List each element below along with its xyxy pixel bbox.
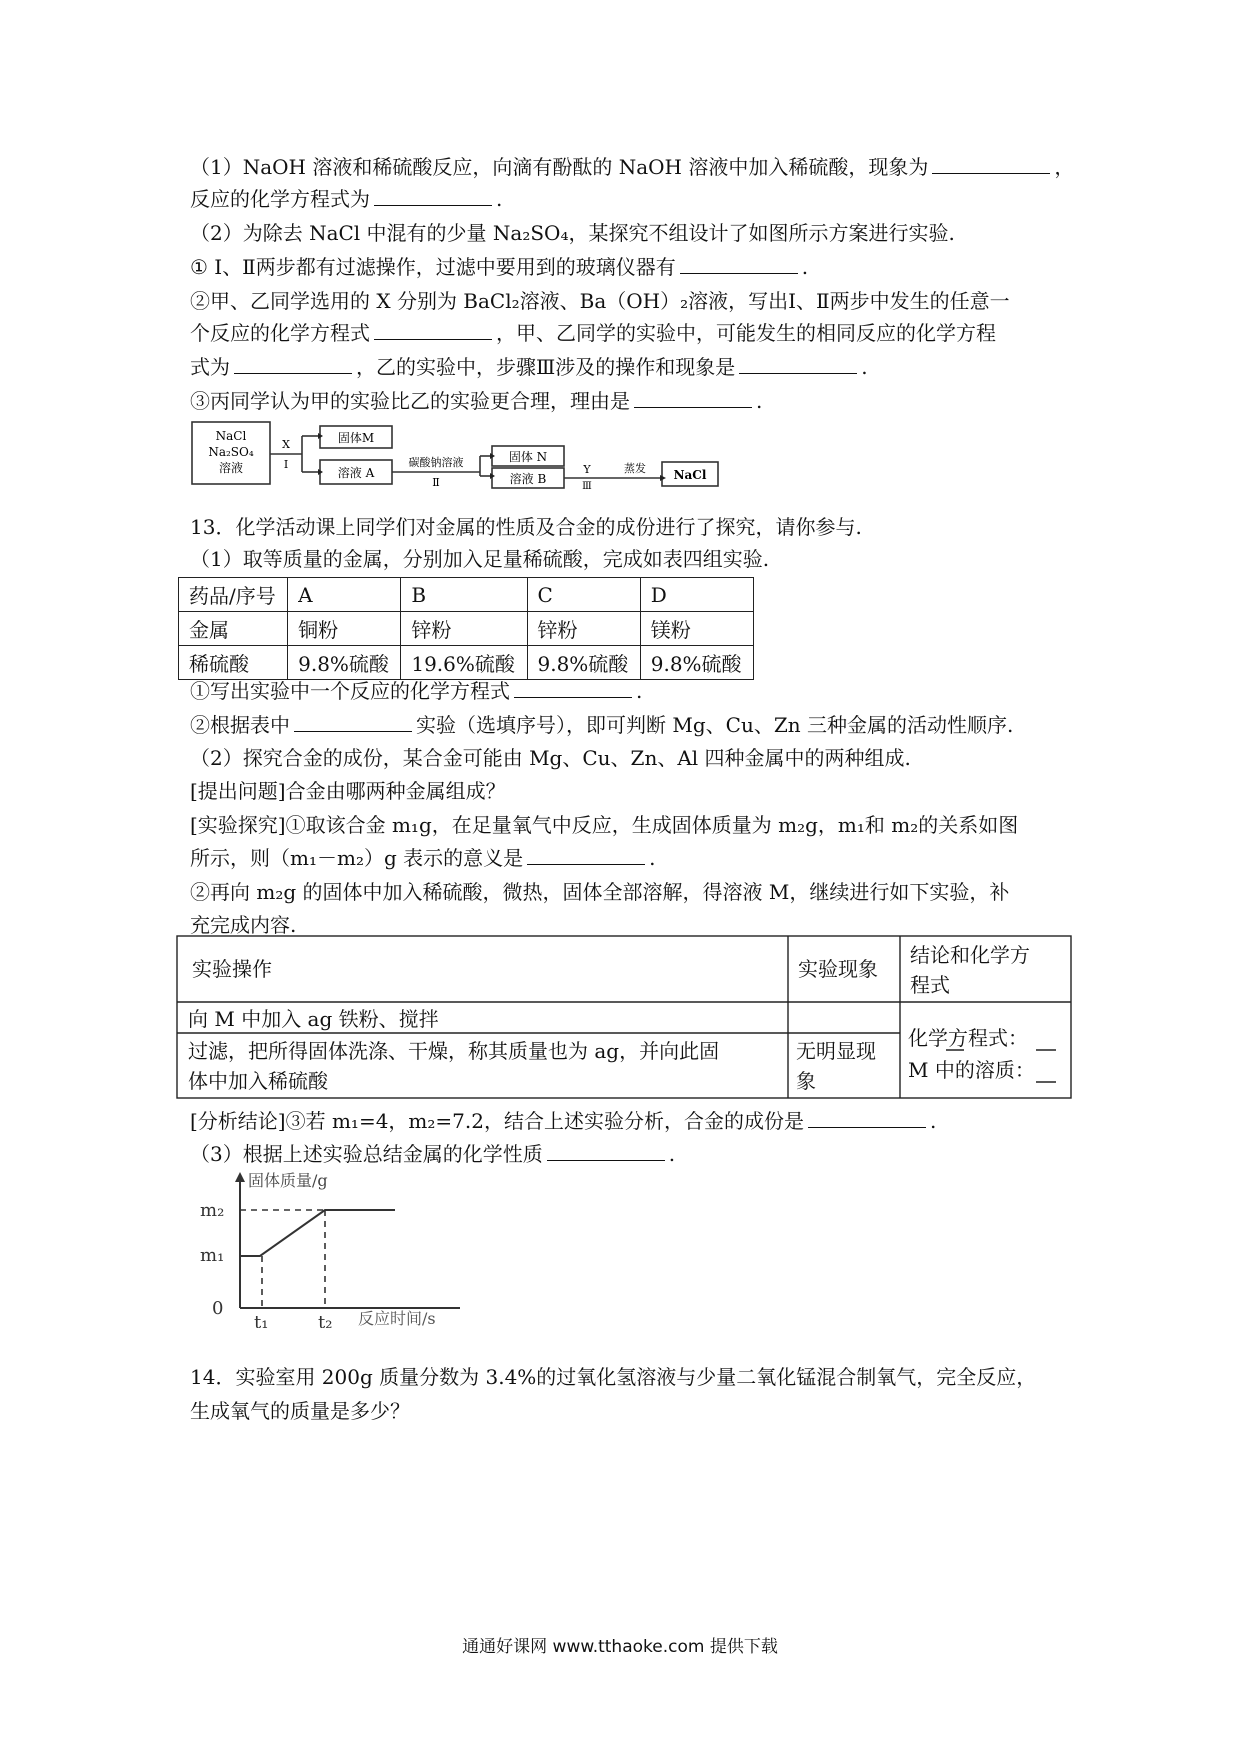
q13-sub1: ①写出实验中一个反应的化学方程式 . [190,679,643,703]
answer-blank[interactable] [514,677,632,698]
q12-part2-q2-line2: 个反应的化学方程式 ，甲、乙同学的实验中，可能发生的相同反应的化学方程 [190,321,996,345]
table2-row2-operation-2: 体中加入稀硫酸 [188,1069,328,1093]
q13-title: 13．化学活动课上同学们对金属的性质及合金的成份进行了探究，请你参与. [190,515,862,539]
flow-label-y: Y [583,463,591,476]
flow-label-step1: Ⅰ [283,458,289,471]
table-cell: 锌粉 [527,612,640,646]
answer-blank[interactable] [374,319,492,340]
table-row [179,612,754,646]
metal-experiment-table [178,577,754,680]
flow-label-step2: Ⅱ [432,476,440,489]
q12-part2-intro: （2）为除去 NaCl 中混有的少量 Na₂SO₄，某探究不组设计了如图所示方案进行实验. [190,221,955,245]
q12-part1-line1: （1）NaOH 溶液和稀硫酸反应，向滴有酚酞的 NaOH 溶液中加入稀硫酸，现象为 ， [190,155,1075,179]
flow-start-line1: NaCl [215,429,247,443]
flow-solution-a: 溶液 A [337,466,375,480]
y-axis-label: 固体质量/g [248,1171,328,1190]
answer-blank[interactable] [527,844,645,865]
page-footer: 通通好课网 www.tthaoke.com 提供下载 [462,1637,778,1657]
answer-blank[interactable] [547,1140,665,1161]
answer-blank[interactable] [739,353,857,374]
table2-header-operation: 实验操作 [192,957,272,981]
table2-row2-operation-1: 过滤，把所得固体洗涤、干燥，称其质量也为 ag，并向此固 [188,1039,720,1063]
table2-row2-observation-1: 无明显现 [796,1039,876,1063]
q13-question: [提出问题]合金由哪两种金属组成？ [190,779,506,803]
table-cell: 9.8%硫酸 [288,646,401,680]
q13-part2: （2）探究合金的成份，某合金可能由 Mg、Cu、Zn、Al 四种金属中的两种组成. [190,746,911,770]
q13-explore-1b: 所示，则（m₁－m₂）g 表示的意义是 . [190,846,656,870]
table2-conclusion-equation: 化学方程式： [908,1026,1028,1050]
table2-conclusion-solute: M 中的溶质： [908,1058,1035,1082]
y-axis-arrow [235,1172,245,1182]
origin-label: 0 [212,1298,224,1319]
q13-sub2: ②根据表中 实验（选填序号），即可判断 Mg、Cu、Zn 三种金属的活动性顺序. [190,713,1014,737]
flow-start-line2: Na₂SO₄ [208,445,254,459]
table-cell: 锌粉 [401,612,527,646]
q13-part3: （3）根据上述实验总结金属的化学性质 . [190,1142,676,1166]
q13-analysis: [分析结论]③若 m₁=4，m₂=7.2，结合上述实验分析，合金的成份是 . [190,1109,937,1133]
table-cell: 9.8%硫酸 [640,646,753,680]
flow-start-line3: 溶液 [218,461,244,475]
flow-evaporate: 蒸发 [624,462,646,475]
table-cell: 铜粉 [288,612,401,646]
answer-blank[interactable] [634,387,752,408]
table-cell: 稀硫酸 [179,646,288,680]
table2-row2-observation-2: 象 [796,1069,816,1093]
table-cell: B [401,578,527,612]
q13-explore-1a: [实验探究]①取该合金 m₁g，在足量氧气中反应，生成固体质量为 m₂g，m₁和 m₂的关系如图 [190,813,1019,837]
flow-label-x: X [282,438,290,451]
q12-part2-q1: ① Ⅰ、Ⅱ两步都有过滤操作，过滤中要用到的玻璃仪器有 . [190,255,809,279]
q14-line1: 14．实验室用 200g 质量分数为 3.4%的过氧化氢溶液与少量二氧化锰混合制氧气，完全反应， [190,1365,1037,1389]
table-cell: 镁粉 [640,612,753,646]
table2-header-conclusion-1: 结论和化学方 [910,943,1030,967]
flow-solution-b: 溶液 B [509,472,547,486]
t1-label: t₁ [254,1312,269,1328]
table-cell: 19.6%硫酸 [401,646,527,680]
table-cell: A [288,578,401,612]
q12-part2-q2-line3: 式为 ，乙的实验中，步骤Ⅲ涉及的操作和现象是 . [190,355,868,379]
table-cell: C [527,578,640,612]
table2-header-observation: 实验现象 [798,957,878,981]
q13-explore-2b: 充完成内容. [190,913,297,937]
flow-solid-n: 固体 N [508,450,548,464]
table2-row1-operation: 向 M 中加入 ag 铁粉、搅拌 [188,1007,439,1031]
mass-curve [240,1210,395,1256]
table2-header-conclusion-2: 程式 [910,973,950,997]
table-cell: 金属 [179,612,288,646]
q12-part2-q2-line1: ②甲、乙同学选用的 X 分别为 BaCl₂溶液、Ba（OH）₂溶液，写出Ⅰ、Ⅱ两步中发生的任意一 [190,289,1010,313]
flow-reagent: 碳酸钠溶液 [408,456,464,469]
q13-explore-2a: ②再向 m₂g 的固体中加入稀硫酸，微热，固体全部溶解，得溶液 M，继续进行如下实验，补 [190,880,1010,904]
answer-blank[interactable] [294,711,412,732]
process-flow-diagram [190,418,750,490]
answer-blank[interactable] [374,185,492,206]
flow-solid-m: 固体M [337,431,375,445]
m1-label: m₁ [200,1245,225,1266]
q12-part1-line2: 反应的化学方程式为 . [190,187,503,211]
m2-label: m₂ [200,1200,225,1221]
mass-time-graph [190,1168,510,1328]
flow-product-nacl: NaCl [673,468,707,482]
q12-part2-q3: ③丙同学认为甲的实验比乙的实验更合理，理由是 . [190,389,763,413]
table-cell: D [640,578,753,612]
answer-blank[interactable] [932,153,1050,174]
flow-label-step3: Ⅲ [582,481,592,490]
answer-blank[interactable] [680,253,798,274]
q13-part1: （1）取等质量的金属，分别加入足量稀硫酸，完成如表四组实验. [190,547,770,571]
table-cell: 药品/序号 [179,578,288,612]
t2-label: t₂ [318,1312,333,1328]
answer-blank[interactable] [234,353,352,374]
table-row [179,646,754,680]
table-cell: 9.8%硫酸 [527,646,640,680]
q14-line2: 生成氧气的质量是多少？ [190,1399,410,1423]
x-axis-label: 反应时间/s [358,1309,436,1328]
answer-blank[interactable] [808,1107,926,1128]
table-row [179,578,754,612]
